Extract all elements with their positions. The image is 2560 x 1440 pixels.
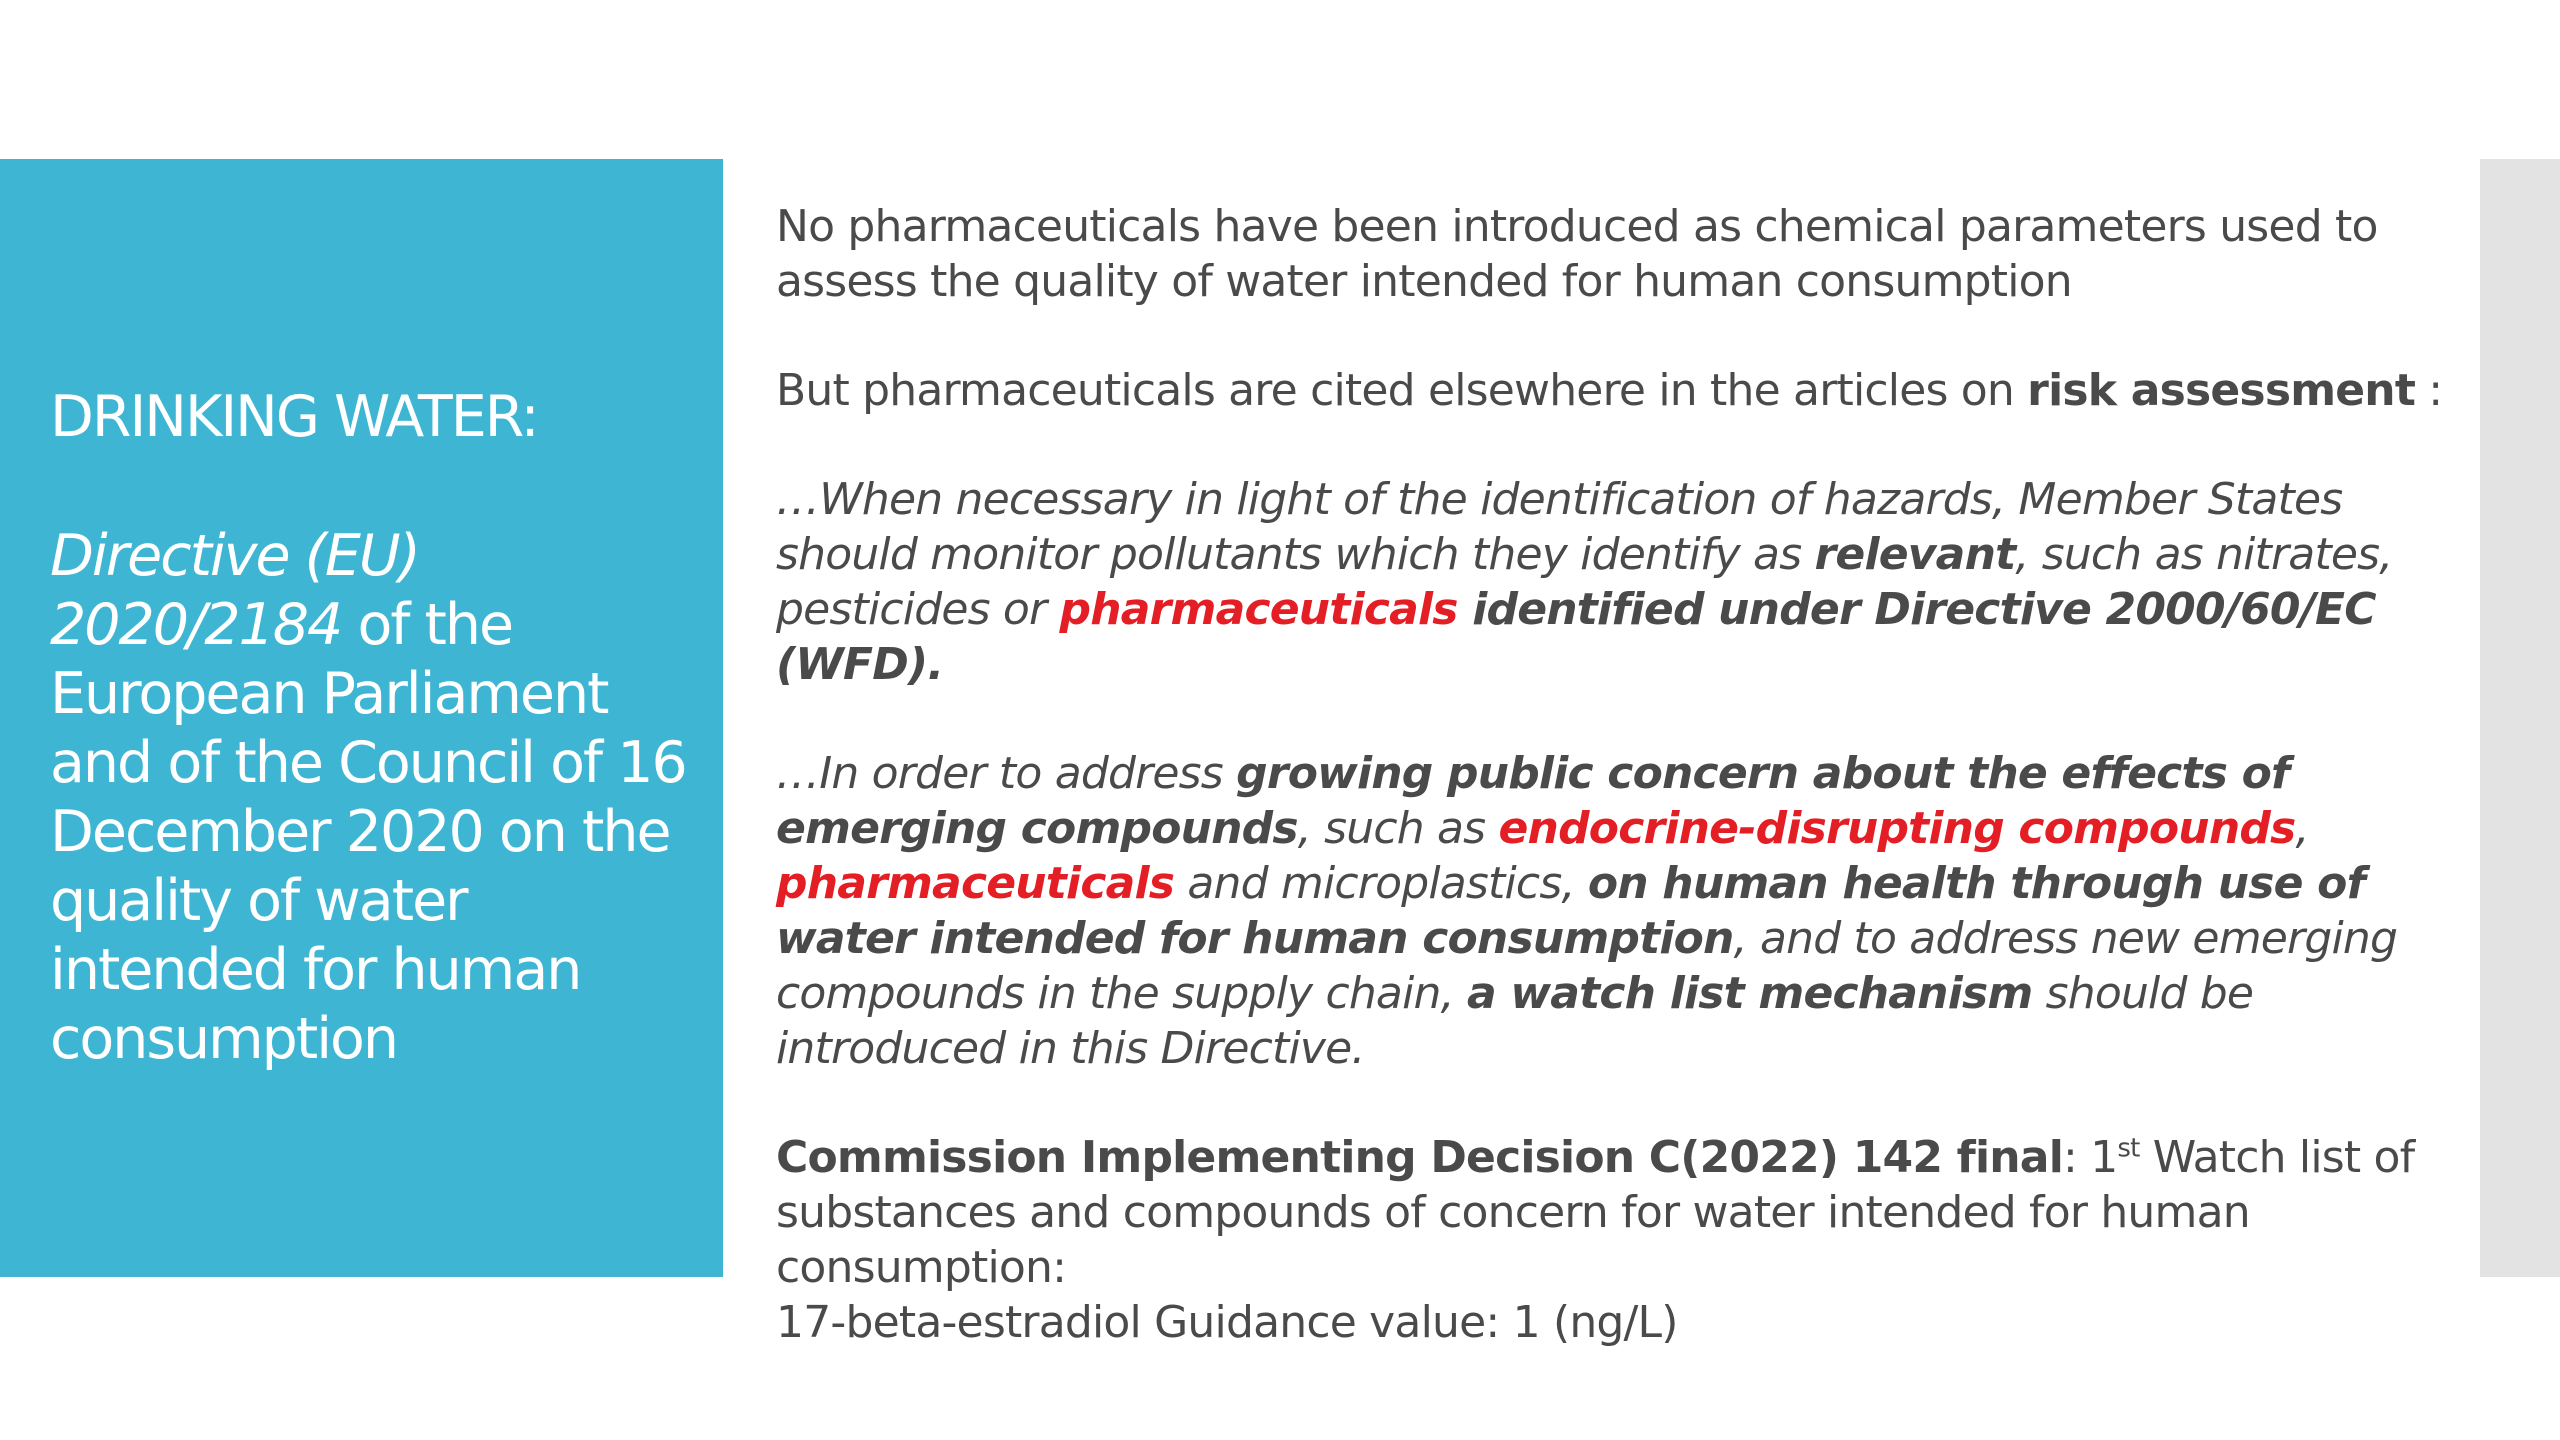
- title-block: [50, 383, 690, 1074]
- text-span: ,: [2295, 803, 2309, 854]
- text-span: should be introduced in this Directive.: [776, 968, 2254, 1074]
- relevant-term: relevant: [1814, 529, 2016, 580]
- estradiol-guidance-value: 17-beta-estradiol Guidance value: 1 (ng/L): [776, 1297, 1678, 1348]
- paragraph-no-pharmaceuticals: No pharmaceuticals have been introduced as chemical parameters used to assess the quality of water intended for human consumption: [776, 201, 2378, 307]
- watch-list-phrase: a watch list mechanism: [1466, 968, 2033, 1019]
- endocrine-disrupting-highlight: endocrine-disrupting compounds: [1498, 803, 2296, 854]
- pharmaceuticals-highlight: pharmaceuticals: [1059, 584, 1458, 635]
- directive-name: Directive (EU) 2020/2184: [50, 523, 419, 658]
- wfd-reference: identified under Directive 2000/60/EC (WFD).: [776, 584, 2376, 690]
- text-span: …When necessary in light of the identification of hazards, Member States should monitor pollutants which they identify as: [776, 474, 2343, 580]
- text-span: : 1: [2062, 1132, 2118, 1183]
- text-span: , and to address new emerging compounds in the supply chain,: [776, 913, 2398, 1019]
- text-span: …In order to address: [776, 748, 1237, 799]
- quote-member-states: [776, 472, 2466, 692]
- paragraph-risk-assessment: [776, 363, 2466, 418]
- commission-decision-title: Commission Implementing Decision C(2022) 142 final: [776, 1132, 2063, 1183]
- text-span: and microplastics,: [1174, 858, 1588, 909]
- human-health-phrase: on human health through use of water intended for human consumption: [776, 858, 2365, 964]
- text-span: , such as nitrates, pesticides or: [776, 529, 2393, 635]
- ordinal-suffix: st: [2117, 1133, 2140, 1164]
- text-span: , such as: [1297, 803, 1499, 854]
- pharmaceuticals-highlight-2: pharmaceuticals: [776, 858, 1175, 909]
- text-span: But pharmaceuticals are cited elsewhere in the articles on: [776, 365, 2028, 416]
- text-span: :: [2415, 365, 2443, 416]
- slide-title: DRINKING WATER:: [50, 384, 538, 450]
- directive-subtitle: [50, 522, 690, 1074]
- paragraph-watch-list-decision: [776, 1130, 2466, 1350]
- public-concern-phrase: growing public concern about the effects of emerging compounds: [776, 748, 2290, 854]
- directive-description: of the European Parliament and of the Council of 16 December 2020 on the quality of water intended for human consumption: [50, 592, 686, 1072]
- text-span: Watch list of substances and compounds of concern for water intended for human consumption:: [776, 1132, 2415, 1293]
- side-strip: [2480, 159, 2560, 1277]
- risk-assessment-term: risk assessment: [2027, 365, 2416, 416]
- slide-body: [776, 199, 2466, 1350]
- quote-emerging-compounds: [776, 746, 2466, 1076]
